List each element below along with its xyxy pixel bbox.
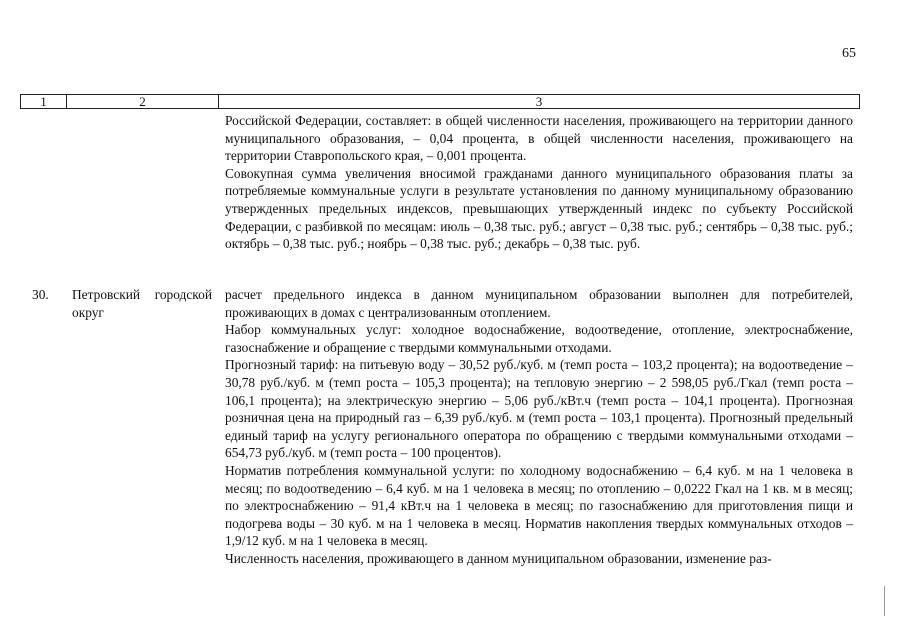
- entry-paragraph: расчет предельного индекса в данном муниципальном образовании выполнен для потребителей, проживающих в домах с централизованным отоплением.: [225, 287, 853, 320]
- entry-number: 30.: [32, 287, 49, 302]
- page-number: 65: [842, 46, 856, 61]
- continuation-paragraph: Совокупная сумма увеличения вносимой гражданами данного муниципального образования платы за потребляемые коммунальные услуги в результате установления по данному муниципальному образованию утвержденных предельных индексов, превышающих утвержденный индекс по субъекту Российской Федерации, с разбивкой по месяцам: июль – 0,38 тыс. руб.; август – 0,38 тыс. руб.; сентябрь – 0,38 тыс. руб.; октябрь – 0,38 тыс. руб.; ноябрь – 0,38 тыс. руб.; декабрь – 0,38 тыс. руб.: [225, 165, 853, 252]
- header-col-1: 1: [21, 95, 67, 108]
- table-header-row: [20, 94, 860, 109]
- header-col-3: 3: [535, 94, 543, 109]
- continuation-paragraph: Российской Федерации, составляет: в общей численности населения, проживающего на территории данного муниципального образования, – 0,04 процента, в общей численности населения, проживающего на территории Ставропольского края, – 0,001 процента.: [225, 113, 853, 164]
- margin-rule: [884, 586, 885, 616]
- entry-paragraph: Численность населения, проживающего в данном муниципальном образовании, изменение раз-: [225, 550, 772, 566]
- entry-paragraph: Прогнозный тариф: на питьевую воду – 30,52 руб./куб. м (темп роста – 103,2 процента); на водоотведение – 30,78 руб./куб. м (темп роста – 105,3 процента); на тепловую энергию – 2 598,05 руб./Гкал (темп роста – 106,1 процента); на электрическую энергию – 5,06 руб./кВт.ч (темп роста – 104,1 процента). Прогнозная розничная цена на природный газ – 6,39 руб./куб. м (темп роста – 103,1 процента). Прогнозный предельный единый тариф на услугу регионального оператора по обращению с твердыми коммунальными отходами – 654,73 руб./куб. м (темп роста – 100 процентов).: [225, 357, 853, 461]
- header-col-2: 2: [67, 95, 219, 108]
- continuation-text: [225, 112, 853, 253]
- entry-body-text: [225, 286, 853, 568]
- entry-paragraph: Набор коммунальных услуг: холодное водоснабжение, водоотведение, отопление, электроснабжение, газоснабжение и обращение с твердыми коммунальными отходами.: [225, 322, 853, 355]
- entry-paragraph: Норматив потребления коммунальной услуги: по холодному водоснабжению – 6,4 куб. м на 1 человека в месяц; по водоотведению – 6,4 куб. м на 1 человека в месяц; по отоплению – 0,0222 Гкал на 1 кв. м в месяц; по электроснабжению – 91,4 кВт.ч на 1 человека в месяц; по газоснабжению для приготовления пищи и подогрева воды – 30 куб. м на 1 человека в месяц. Норматив накопления твердых коммунальных отходов – 1,9/12 куб. м на 1 человека в месяц.: [225, 462, 853, 549]
- entry-municipality-name: Петровский городской округ: [72, 287, 212, 320]
